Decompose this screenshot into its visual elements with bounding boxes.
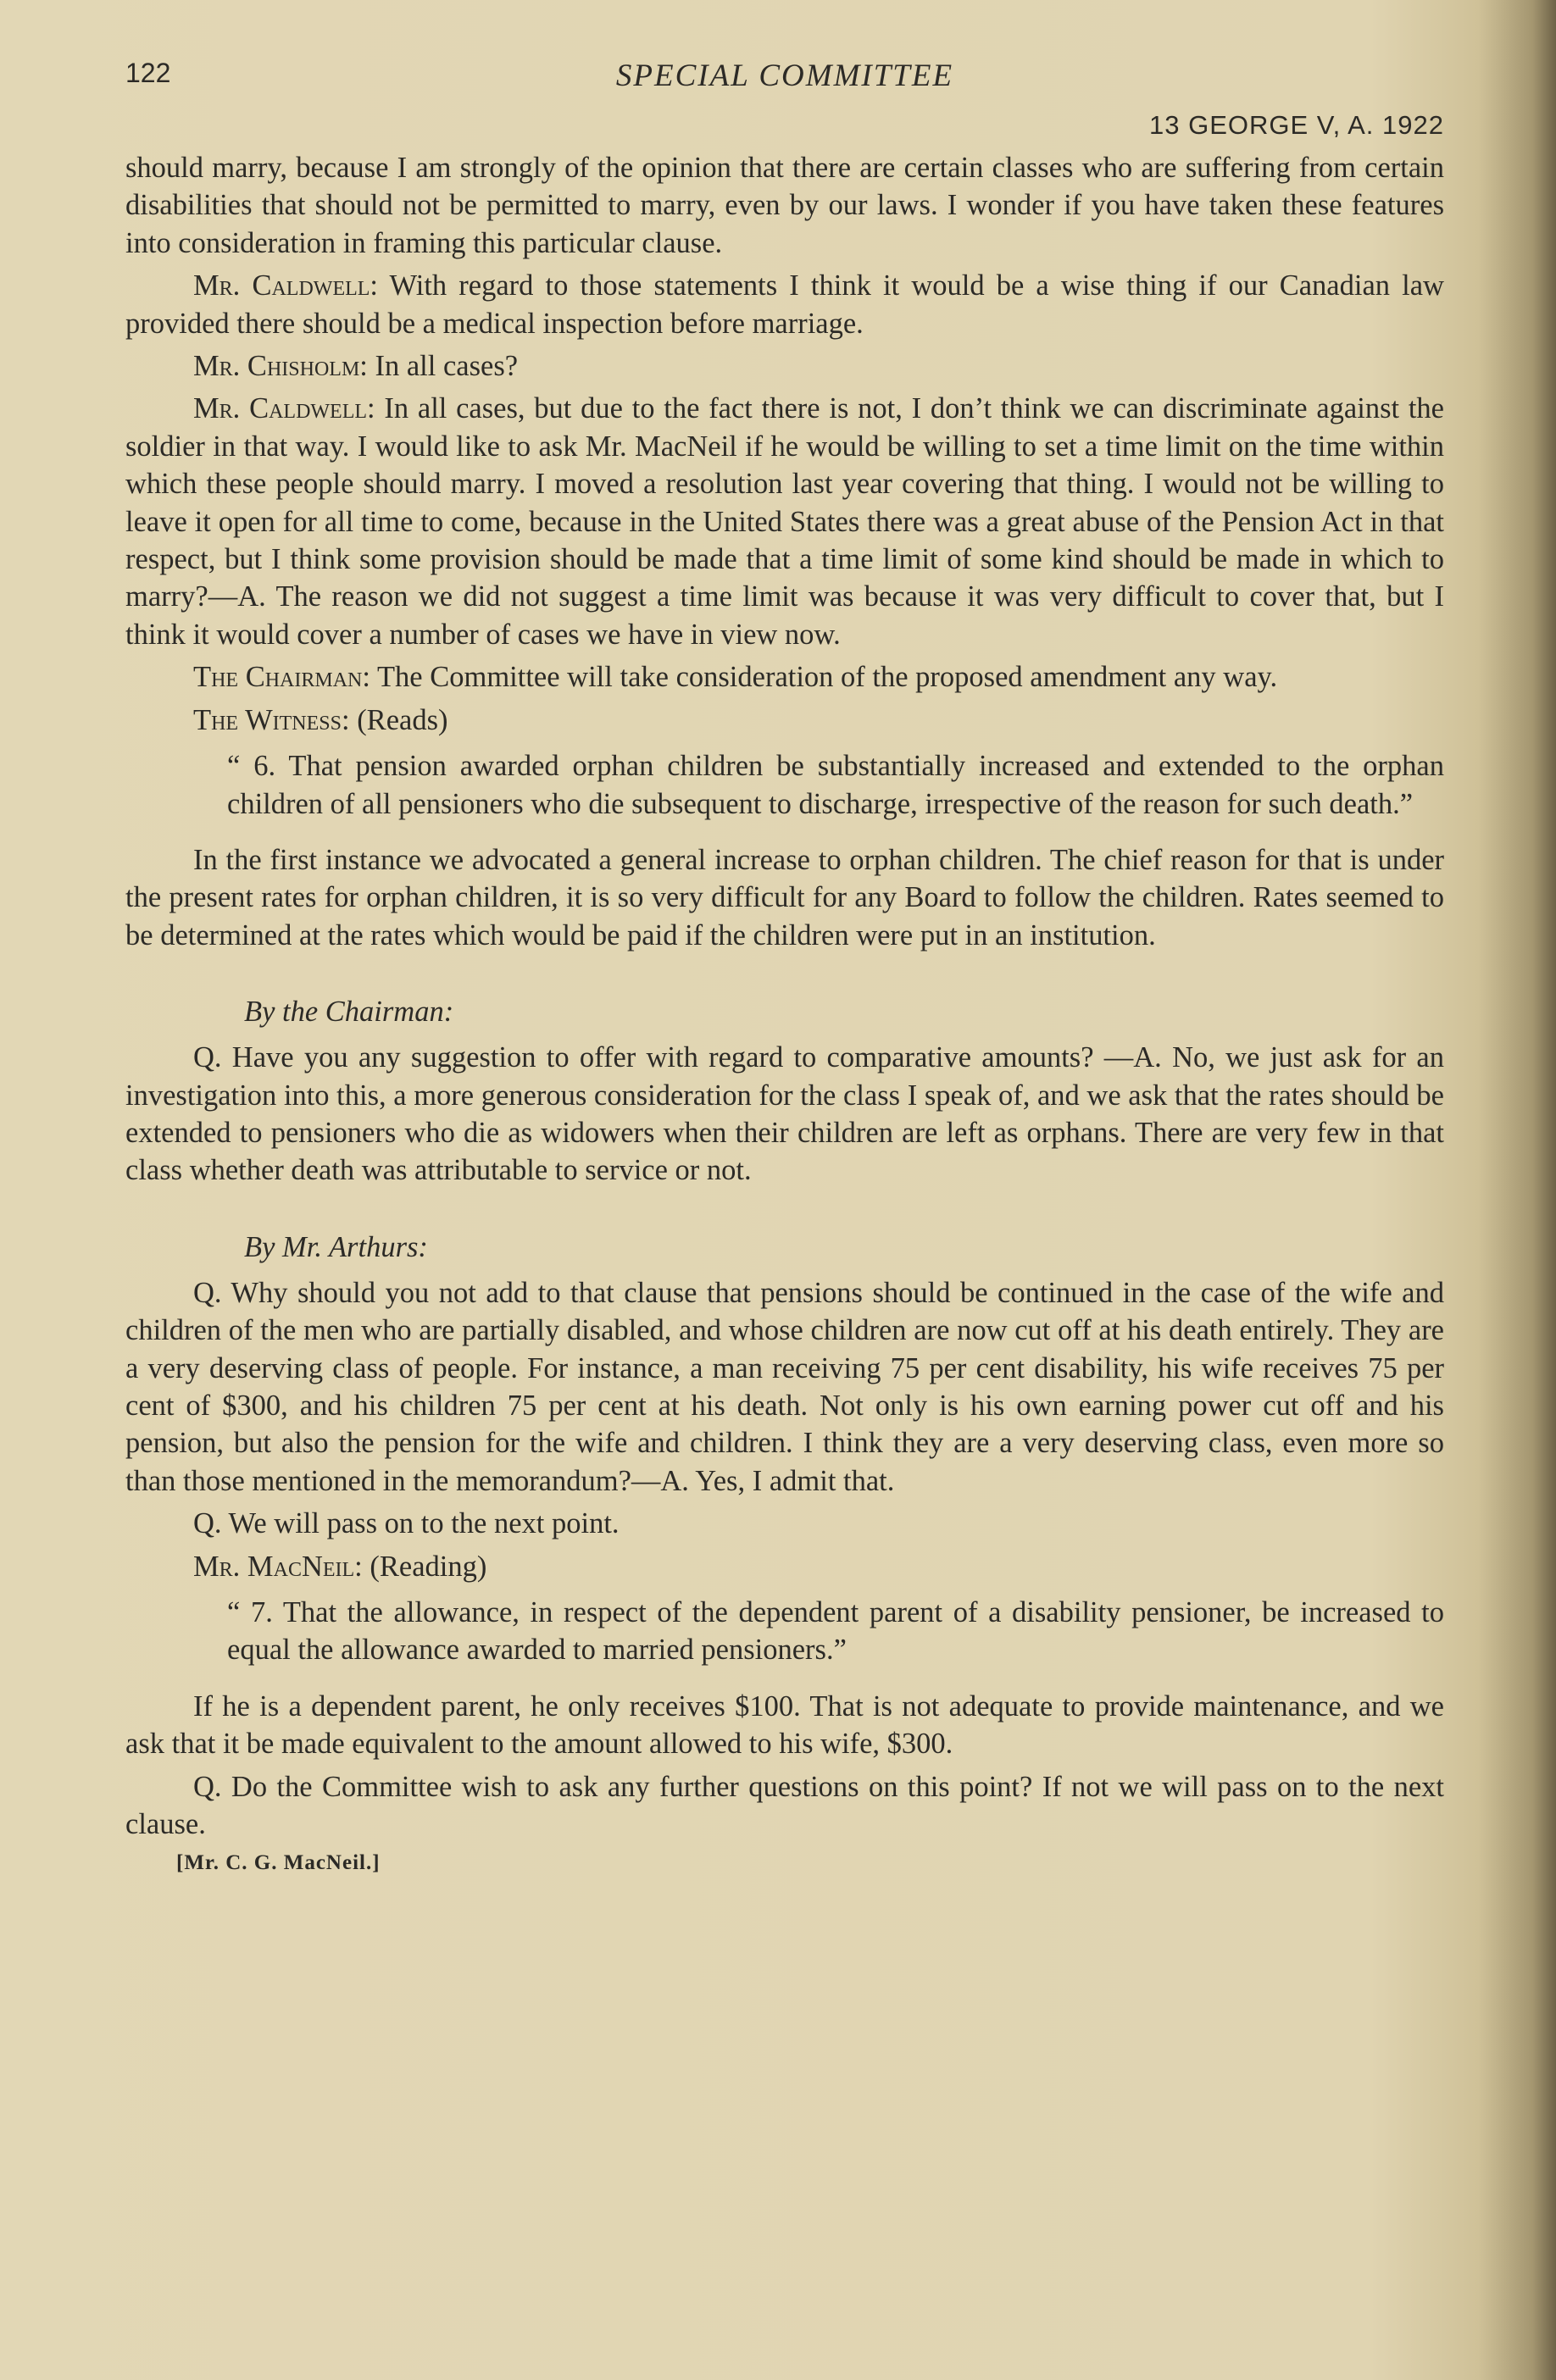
paragraph-dependent-parent: If he is a dependent parent, he only receives $100. That is not adequate to provide maintenance, and we ask that it be made equivalent to the amount allowed to his wife, $300. [125, 1689, 1444, 1761]
paragraph-chairman [125, 658, 1444, 696]
subheading-by-chairman: By the Chairman: [244, 996, 454, 1029]
paragraph-caldwell-1 [125, 267, 1444, 342]
speaker-name: Mr. MacNeil: [193, 1550, 363, 1583]
quote-text: “ 7. That the allowance, in respect of the dependent parent of a disability pensioner, be increased to equal the allowance awarded to married pensioners.” [227, 1596, 1444, 1667]
speech-text: The Committee will take consideration of the proposed amendment any way. [376, 661, 1278, 694]
speaker-name: The Chairman: [193, 661, 370, 694]
page-number: 122 [125, 58, 171, 88]
running-title: SPECIAL COMMITTEE [615, 58, 954, 93]
session-reference: 13 GEORGE V, A. 1922 [1149, 110, 1444, 140]
quoted-clause-6 [227, 747, 1444, 823]
speech-text: With regard to those statements I think it would be a wise thing if our Canadian law provided there should be a medical inspection before marriage. [125, 269, 1444, 340]
paragraph-question-amounts: Q. Have you any suggestion to offer with regard to comparative amounts? —A. No, we just ask for an investigation into this, a more generous consideration for the class I speak of, and we ask that the rates should be extended to pensioners who die as widowers when their children are left as orphans. There are very few in that class whether death was attributable to service or not. [125, 1041, 1444, 1187]
speaker-name: The Witness: [193, 703, 350, 736]
paragraph-question-partial-disability: Q. Why should you not add to that clause that pensions should be continued in the case of the wife and children of the men who are partially disabled, and whose children are now cut off at his death entirely. They are a very deserving class of people. For instance, a man receiving 75 per cent disability, his wife receives 75 per cent of $300, and his children 75 per cent at his death. Not only is his own earning power cut off and his pension, but also the pension for the wife and children. I think they are a very deserving class, even more so than those mentioned in the memorandum?—A. Yes, I admit that. [125, 1276, 1444, 1497]
paragraph-continued: should marry, because I am strongly of the opinion that there are certain classes who are suffering from certain disabilities that should not be permitted to marry, even by our laws. I wonder if you have taken these features into consideration in framing this particular clause. [125, 152, 1444, 259]
page-header [125, 51, 1444, 110]
paragraph-pass-on: Q. We will pass on to the next point. [193, 1507, 620, 1540]
paragraph-caldwell-2 [125, 390, 1444, 653]
speech-text: In all cases? [375, 350, 519, 383]
speech-text: (Reads) [357, 703, 448, 736]
paragraph-further-questions: Q. Do the Committee wish to ask any further questions on this point? If not we will pass on to the next clause. [125, 1770, 1444, 1841]
paragraph-witness [125, 702, 1444, 739]
speech-text: (Reading) [370, 1550, 487, 1583]
quoted-clause-7 [227, 1594, 1444, 1669]
quote-text: “ 6. That pension awarded orphan children be substantially increased and extended to the orphan children of all pensioners who die subsequent to discharge, irrespective of the reason for such death.” [227, 750, 1444, 820]
text-column [125, 51, 1444, 1875]
subheading-by-arthurs: By Mr. Arthurs: [244, 1230, 428, 1263]
speech-text: In all cases, but due to the fact there is not, I don’t think we can discriminate against the soldier in that way. I would like to ask Mr. MacNeil if he would be willing to set a time limit on the time within which these people should marry. I moved a resolution last year covering that thing. I would not be willing to leave it open for all time to come, because in the United States there was a great abuse of the Pension Act in that respect, but I think some provision should be made that a time limit of some kind should be made in which to marry?—A. The reason we did not suggest a time limit was because it was very difficult to cover that, but I think it would cover a number of cases we have in view now. [125, 392, 1444, 651]
speaker-signoff: [Mr. C. G. MacNeil.] [176, 1851, 381, 1875]
speaker-name: Mr. Caldwell: [193, 269, 379, 302]
paragraph-chisholm [125, 347, 1444, 385]
speaker-name: Mr. Caldwell: [193, 392, 375, 425]
speaker-name: Mr. Chisholm: [193, 350, 368, 383]
paragraph-macneil [125, 1548, 1444, 1585]
paragraph-orphan-rates: In the first instance we advocated a general increase to orphan children. The chief reason for that is under the present rates for orphan children, it is so very difficult for any Board to follow the children. Rates seemed to be determined at the rates which would be paid if the children were put in an institution. [125, 843, 1444, 951]
